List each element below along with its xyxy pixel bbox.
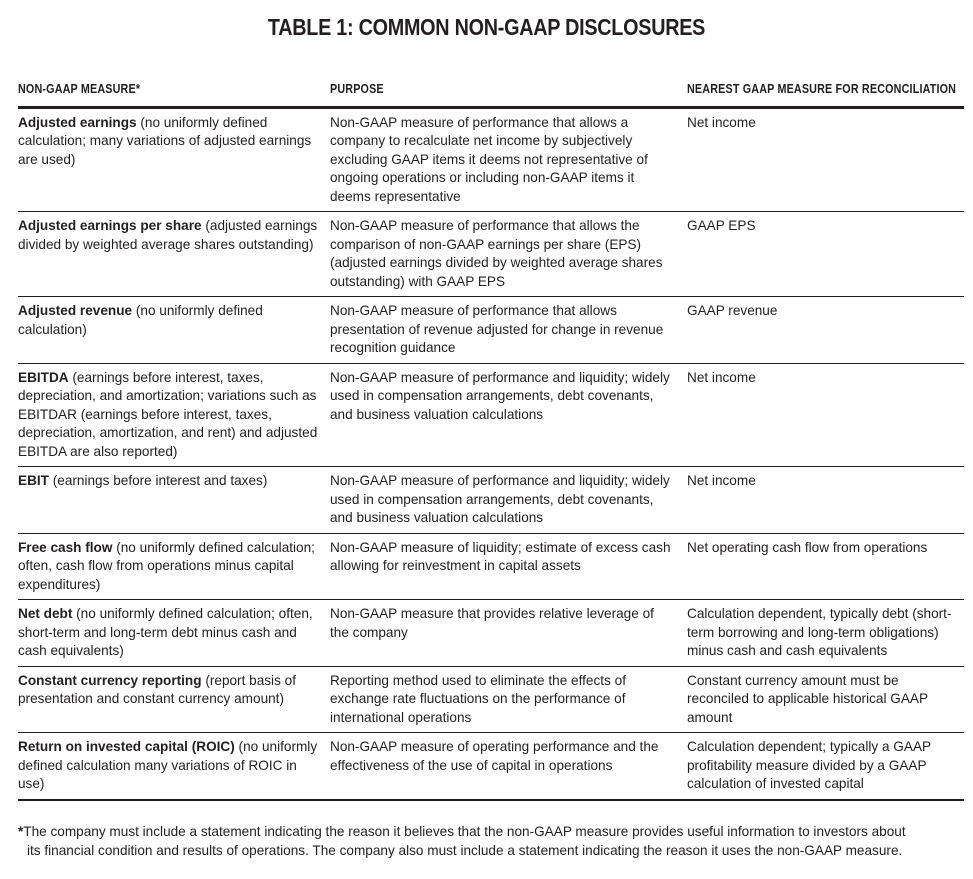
measure-detail: (report basis of presentation and constant currency amount) (18, 672, 296, 706)
nearest-gaap-cell: Net income (687, 467, 964, 534)
table-row (18, 467, 964, 534)
measure-name: Net debt (18, 606, 73, 621)
measure-name: Adjusted earnings (18, 114, 137, 130)
nearest-gaap-cell: Net income (687, 107, 964, 212)
table-row (18, 600, 964, 667)
footnote-line-1: The company must include a statement indicating the reason it believes that the non-GAAP measure provides useful information to investors about (23, 824, 906, 839)
measure-detail: (no uniformly defined calculation many variations of ROIC in use) (18, 739, 318, 791)
purpose-cell: Non-GAAP measure of performance that allows a company to recalculate net income by subjectively excluding GAAP items it deems not representative of ongoing operations or including non-GAAP items it deems representative (330, 107, 687, 212)
nearest-gaap-cell: Net operating cash flow from operations (687, 533, 964, 600)
purpose-cell: Non-GAAP measure of performance and liquidity; widely used in compensation arrangements, debt covenants, and business valuation calculations (330, 363, 687, 467)
purpose-cell: Non-GAAP measure of performance that allows the comparison of non-GAAP earnings per share (EPS) (adjusted earnings divided by weighted average shares outstanding) with GAAP EPS (330, 212, 687, 297)
purpose-cell: Non-GAAP measure of performance that allows presentation of revenue adjusted for change in revenue recognition guidance (330, 297, 687, 364)
table-row (18, 212, 964, 297)
table-title: TABLE 1: COMMON NON-GAAP DISCLOSURES (267, 14, 706, 40)
nearest-gaap-cell: GAAP revenue (687, 297, 964, 364)
measure-name: Return on invested capital (ROIC) (18, 739, 235, 754)
table-row (18, 666, 964, 733)
table-row (18, 297, 964, 364)
measure-detail: (earnings before interest, taxes, depreciation, and amortization; variations such as EBITDAR (earnings before interest, taxes, depreciation, amortization, and rent) and adjusted EBITDA are also reported) (18, 369, 318, 459)
measure-cell (18, 363, 330, 467)
table-header-row (18, 74, 964, 107)
footnote-line-2: its financial condition and results of operations. The company also must include a statement indicating the reason it uses the non-GAAP measure. (27, 843, 903, 858)
purpose-cell: Non-GAAP measure of liquidity; estimate of excess cash allowing for reinvestment in capital assets (330, 533, 687, 600)
measure-name: Free cash flow (18, 539, 113, 555)
measure-detail: (adjusted earnings divided by weighted average shares outstanding) (18, 218, 318, 252)
table-row (18, 733, 964, 800)
measure-cell (18, 212, 330, 297)
table-row (18, 533, 964, 600)
non-gaap-table (18, 74, 964, 801)
nearest-gaap-cell: GAAP EPS (687, 212, 964, 297)
table-row (18, 363, 964, 467)
measure-detail: (no uniformly defined calculation; often, cash flow from operations minus capital expenditures) (18, 539, 315, 592)
measure-cell (18, 297, 330, 364)
header-purpose: PURPOSE (330, 74, 687, 107)
nearest-gaap-cell: Constant currency amount must be reconciled to applicable historical GAAP amount (687, 666, 964, 733)
measure-detail: (no uniformly defined calculation; often, short-term and long-term debt minus cash and cash equivalents) (18, 606, 313, 658)
measure-cell (18, 467, 330, 534)
footnote (18, 822, 958, 860)
measure-name: Adjusted earnings per share (18, 218, 202, 233)
purpose-cell: Non-GAAP measure that provides relative leverage of the company (330, 600, 687, 667)
nearest-gaap-cell: Net income (687, 363, 964, 467)
measure-name: Adjusted revenue (18, 303, 133, 318)
measure-cell (18, 107, 330, 212)
measure-cell (18, 533, 330, 600)
measure-cell (18, 733, 330, 800)
measure-name: Constant currency reporting (18, 672, 202, 688)
footnote-marker: * (18, 824, 24, 839)
measure-name: EBIT (18, 473, 49, 488)
purpose-cell: Non-GAAP measure of operating performance and the effectiveness of the use of capital in operations (330, 733, 687, 800)
purpose-cell: Reporting method used to eliminate the effects of exchange rate fluctuations on the performance of international operations (330, 666, 687, 733)
measure-cell (18, 666, 330, 733)
purpose-cell: Non-GAAP measure of performance and liquidity; widely used in compensation arrangements, debt covenants, and business valuation calculations (330, 467, 687, 534)
header-nearest-gaap: NEAREST GAAP MEASURE FOR RECONCILIATION (687, 74, 964, 107)
header-measure: NON-GAAP MEASURE* (18, 74, 330, 107)
measure-cell (18, 600, 330, 667)
measure-detail: (no uniformly defined calculation; many variations of adjusted earnings are used) (18, 114, 312, 167)
table-row (18, 107, 964, 212)
measure-detail: (earnings before interest and taxes) (48, 473, 268, 488)
measure-name: EBITDA (18, 369, 69, 385)
measure-detail: (no uniformly defined calculation) (18, 303, 263, 337)
nearest-gaap-cell: Calculation dependent, typically debt (short-term borrowing and long-term obligations) minus cash and cash equivalents (687, 600, 964, 667)
nearest-gaap-cell: Calculation dependent; typically a GAAP profitability measure divided by a GAAP calculation of invested capital (687, 733, 964, 800)
